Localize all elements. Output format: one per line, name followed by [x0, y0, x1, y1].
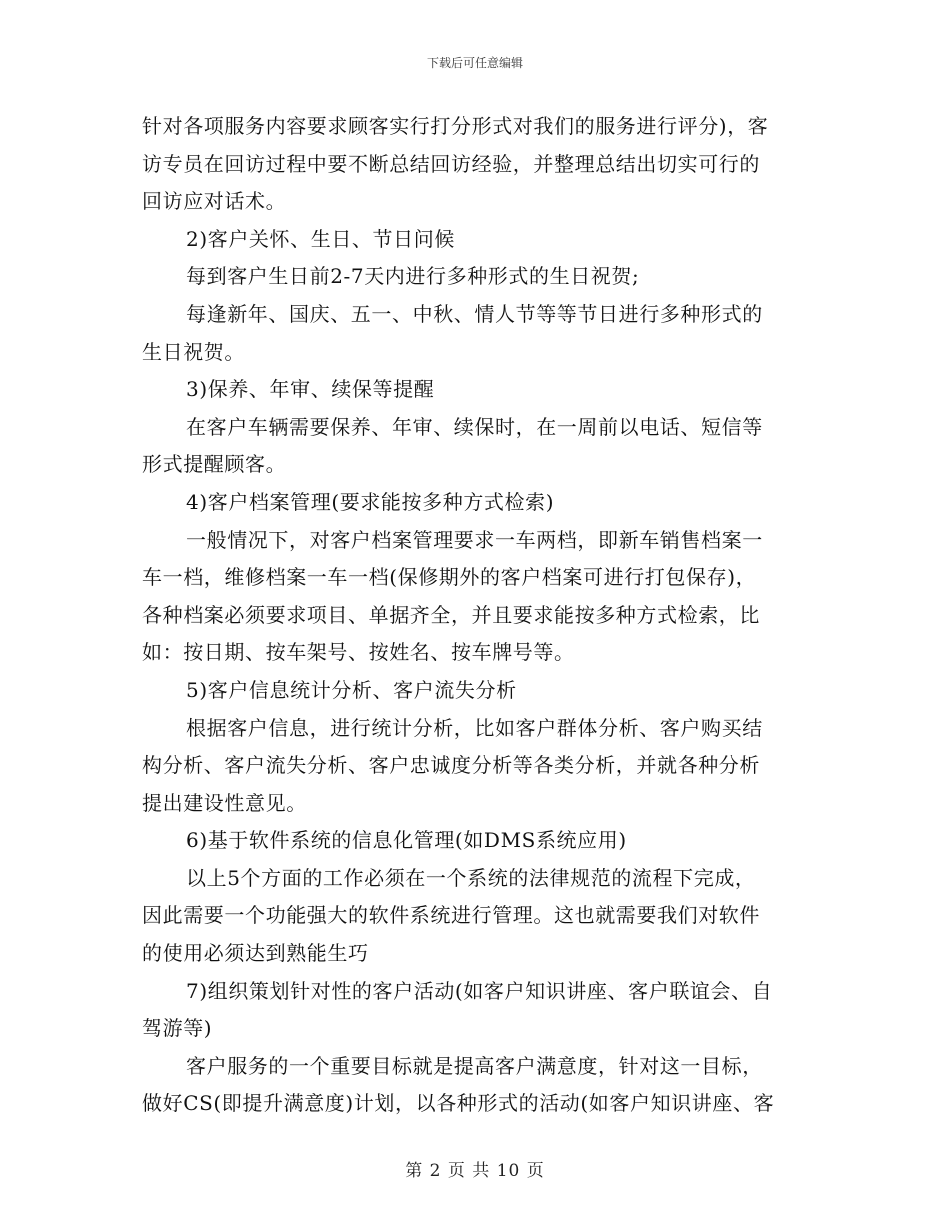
- text-line: 6)基于软件系统的信息化管理(如DMS系统应用): [186, 828, 627, 853]
- text-line: 访专员在回访过程中要不断总结回访经验，并整理总结出切实可行的: [142, 151, 760, 176]
- text-line: 构分析、客户流失分析、客户忠诚度分析等各类分析，并就各种分析: [142, 753, 760, 778]
- text-line: 各种档案必须要求项目、单据齐全，并且要求能按多种方式检索，比: [142, 602, 760, 627]
- text-line: 7)组织策划针对性的客户活动(如客户知识讲座、客户联谊会、自: [186, 978, 773, 1003]
- text-line: 因此需要一个功能强大的软件系统进行管理。这也就需要我们对软件: [142, 903, 760, 928]
- text-line: 每到客户生日前2-7天内进行多种形式的生日祝贺;: [186, 264, 640, 289]
- text-line: 如：按日期、按车架号、按姓名、按车牌号等。: [142, 640, 575, 665]
- text-line: 做好CS(即提升满意度)计划，以各种形式的活动(如客户知识讲座、客: [142, 1091, 775, 1116]
- text-line: 每逢新年、国庆、五一、中秋、情人节等等节日进行多种形式的: [186, 301, 763, 326]
- text-line: 驾游等): [142, 1016, 213, 1041]
- text-line: 以上5个方面的工作必须在一个系统的法律规范的流程下完成，: [186, 865, 756, 890]
- text-line: 一般情况下，对客户档案管理要求一车两档，即新车销售档案一: [186, 527, 763, 552]
- document-body: [142, 108, 808, 1123]
- text-line: 根据客户信息，进行统计分析，比如客户群体分析、客户购买结: [186, 715, 763, 740]
- text-line: 提出建设性意见。: [142, 790, 307, 815]
- text-line: 的使用必须达到熟能生巧: [142, 941, 369, 966]
- text-line: 针对各项服务内容要求顾客实行打分形式对我们的服务进行评分)，客: [142, 114, 769, 138]
- text-line: 5)客户信息统计分析、客户流失分析: [186, 677, 517, 702]
- text-line: 在客户车辆需要保养、年审、续保时，在一周前以电话、短信等: [186, 414, 763, 439]
- text-line: 3)保养、年审、续保等提醒: [186, 377, 435, 402]
- page-footer: 第 2 页 共 10 页: [405, 1161, 545, 1181]
- text-line: 回访应对话术。: [142, 189, 287, 214]
- text-line: 生日祝贺。: [142, 339, 245, 364]
- text-line: 2)客户关怀、生日、节日问候: [186, 226, 455, 251]
- text-line: 客户服务的一个重要目标就是提高客户满意度，针对这一目标，: [186, 1053, 763, 1078]
- text-line: 4)客户档案管理(要求能按多种方式检索): [186, 489, 555, 514]
- text-line: 车一档，维修档案一车一档(保修期外的客户档案可进行打包保存)，: [142, 565, 757, 590]
- text-line: 形式提醒顾客。: [142, 452, 287, 477]
- page-header: 下载后可任意编辑: [426, 56, 523, 70]
